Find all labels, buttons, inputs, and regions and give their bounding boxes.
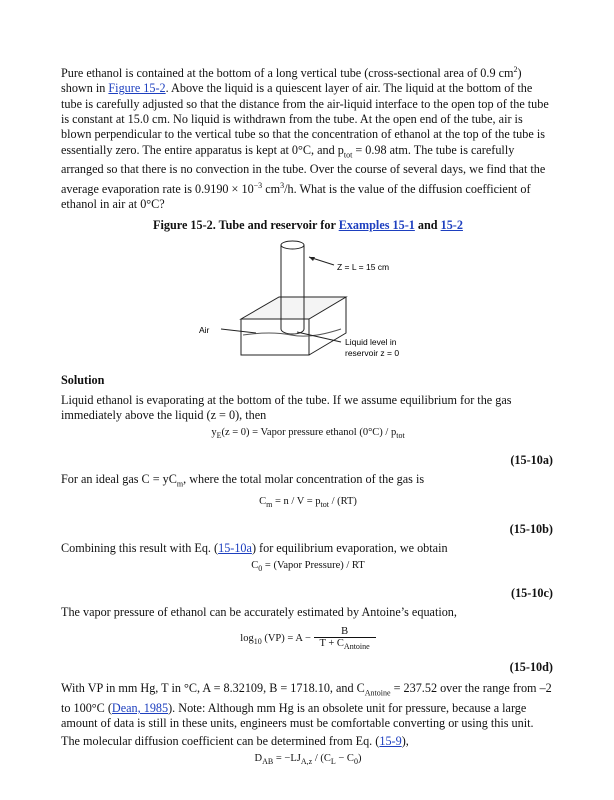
tube-reservoir-diagram	[191, 237, 451, 367]
reservoir-top	[241, 297, 346, 319]
eq-sub: AB	[262, 757, 274, 767]
eq-15-9-link[interactable]: 15-9	[379, 733, 402, 748]
eq-sub: m	[266, 499, 273, 509]
text-run: , where the total molar concentration of the gas is	[183, 472, 425, 487]
text-run: = 0.98 atm. The tube is carefully arranged so that there is no convection in the tube. Over the course of several days, we find that the average evaporation rate is 0.9190 × 10	[61, 142, 546, 196]
equation-15-10c	[61, 560, 555, 576]
text-run: . Above the liquid is a quiescent layer of air. The liquid at the bottom of the tube is carefully adjusted so that the distance from the air-liquid interface to the open top of the tube is constant at 15.0 cm. No liquid is withdrawn from the tube. At the open end of the tube, air is blown perpendicular to the vertical tube so that the concentration of ethanol at the top of the tube is essentially zero. The entire apparatus is kept at 0°C, and p	[61, 81, 549, 157]
equation-15-10a	[61, 427, 555, 443]
solution-paragraph-5	[61, 681, 555, 731]
eq-part: C	[259, 495, 267, 507]
eq-part: C	[251, 560, 259, 572]
text-run: /h. What is the value of the diffusion coefficient of ethanol in air at 0°C?	[61, 181, 531, 211]
solution-paragraph-1: Liquid ethanol is evaporating at the bottom of the tube. If we assume equilibrium for the gas immediately above the liquid (z = 0), then	[61, 392, 512, 422]
fraction-numerator: B	[314, 626, 376, 638]
solution-paragraph-2	[61, 472, 555, 492]
eq-part: y	[211, 427, 217, 439]
solution-paragraph-4: The vapor pressure of ethanol can be accurately estimated by Antoine’s equation,	[61, 605, 457, 620]
solution-paragraph-3	[61, 541, 555, 556]
label-z: Z = L = 15 cm	[337, 262, 390, 273]
text-run: For an ideal gas C = yC	[61, 472, 177, 487]
eq-part: = (Vapor Pressure) / RT	[262, 560, 365, 572]
eq-part: (z = 0) = Vapor pressure ethanol (0°C) / p	[221, 427, 397, 439]
text-run: ) for equilibrium evaporation, we obtain	[251, 540, 448, 555]
equation-diffusion-coefficient	[61, 753, 555, 769]
subscript: Antoine	[364, 688, 391, 698]
label-liquid-1: Liquid level in	[345, 337, 397, 348]
eq-sub: tot	[396, 431, 405, 441]
eq-part: )	[357, 753, 362, 765]
eq-part: D	[254, 753, 263, 765]
label-air: Air	[199, 325, 210, 336]
examples-15-1-link[interactable]: Examples 15-1	[338, 218, 415, 233]
eq-sub: 0	[353, 757, 358, 767]
superscript: −3	[253, 180, 263, 190]
eq-sub: tot	[320, 499, 329, 509]
figure-15-2-link[interactable]: Figure 15-2	[108, 81, 166, 96]
solution-paragraph-6	[61, 734, 555, 749]
eq-15-10a-link[interactable]: 15-10a	[218, 540, 252, 555]
equation-15-10b	[61, 496, 555, 512]
document-page	[61, 62, 555, 769]
text-run: The molecular diffusion coefficient can be determined from Eq. (	[61, 733, 380, 748]
reservoir-front	[241, 319, 309, 355]
eq-part: log	[240, 633, 254, 645]
text-run: cm	[262, 181, 281, 196]
figure-title	[61, 218, 555, 233]
text-run: = 237.52 over the range from –2 to 100°C (	[61, 681, 552, 716]
eq-part: (VP) = A −	[264, 633, 311, 645]
antoine-fraction	[314, 626, 376, 651]
example-15-2-link[interactable]: 15-2	[440, 218, 463, 233]
superscript: 3	[280, 180, 285, 190]
figure-title-and: and	[414, 218, 441, 233]
text-run: With VP in mm Hg, T in °C, A = 8.32109, B = 1718.10, and C	[61, 681, 365, 696]
text-run: ),	[401, 733, 409, 748]
label-liquid-2: reservoir z = 0	[345, 348, 400, 359]
tube-reservoir-figure	[61, 237, 555, 367]
equation-number: (15-10a)	[510, 453, 553, 468]
equation-15-10d	[61, 626, 555, 654]
eq-sub: E	[216, 431, 222, 441]
eq-sub: L	[330, 757, 336, 767]
text-run: ). Note: Although mm Hg is an obsolete unit for pressure, because a large amount of data is still in these units, engineers must be comfortable converting or using this unit.	[61, 701, 534, 731]
liquid-level-line	[243, 329, 341, 336]
tube-top	[281, 241, 304, 249]
text-run: Combining this result with Eq. (	[61, 540, 219, 555]
text-run: ) shown in	[61, 66, 522, 96]
problem-statement	[61, 62, 555, 212]
eq-part: − C	[335, 753, 354, 765]
superscript: 2	[513, 65, 518, 74]
eq-sub: Antoine	[343, 642, 370, 652]
eq-part: T + C	[319, 638, 344, 650]
eq-part: / (RT)	[328, 495, 357, 507]
equation-number: (15-10d)	[509, 660, 553, 675]
figure-title-text: Figure 15-2. Tube and reservoir for	[153, 218, 339, 233]
eq-part: = −LJ	[273, 753, 301, 765]
eq-sub: 0	[258, 564, 263, 574]
solution-heading: Solution	[61, 373, 105, 388]
eq-sub: A,z	[300, 757, 313, 767]
fraction-denominator	[314, 638, 376, 651]
subscript: tot	[343, 149, 353, 159]
air-pointer	[221, 329, 256, 333]
equation-number: (15-10c)	[511, 586, 553, 601]
text-run: Pure ethanol is contained at the bottom of a long vertical tube (cross-sectional area of 0.9 cm	[61, 66, 514, 81]
eq-sub: 10	[253, 637, 262, 647]
eq-part: / (C	[312, 753, 331, 765]
eq-part: = n / V = p	[272, 495, 321, 507]
dean-1985-link[interactable]: Dean, 1985	[111, 701, 169, 716]
subscript: m	[176, 479, 184, 489]
liquid-pointer	[297, 332, 341, 342]
equation-number: (15-10b)	[509, 521, 553, 536]
